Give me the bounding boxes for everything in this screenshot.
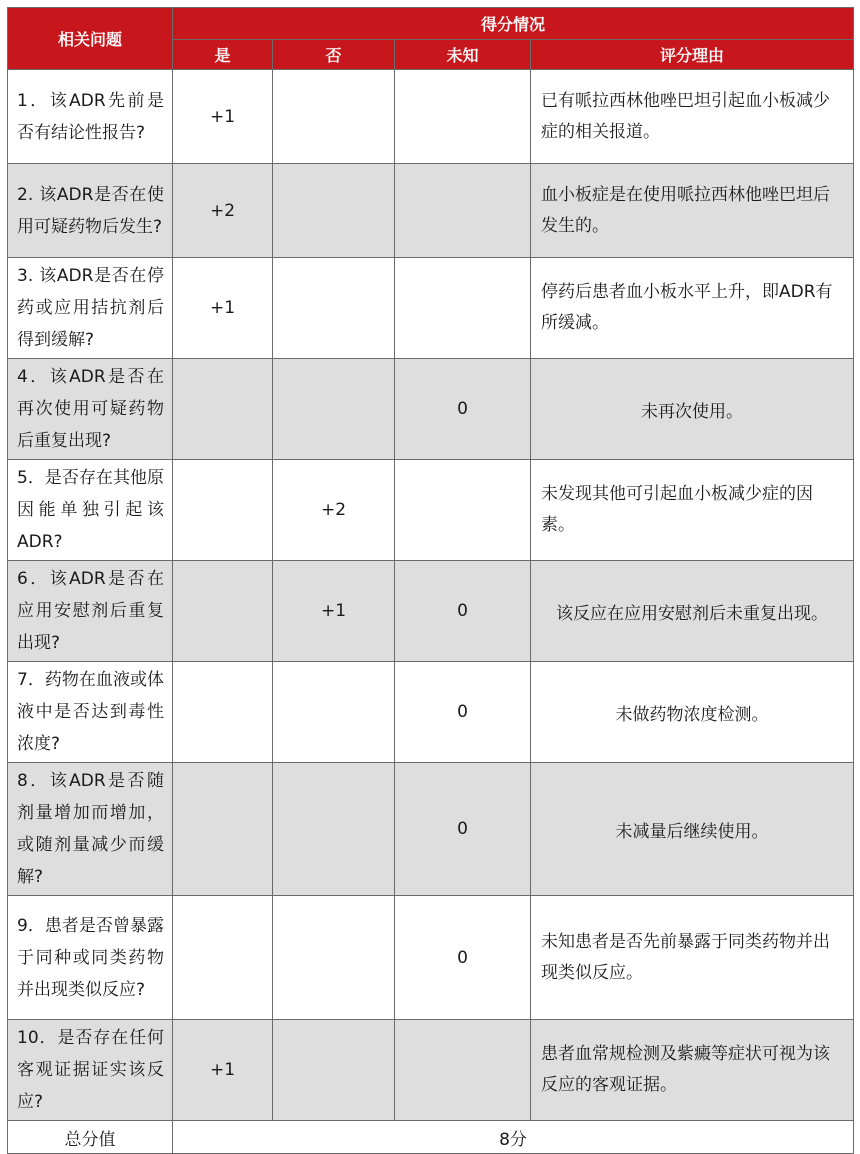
table-row <box>8 896 854 1020</box>
yes-cell <box>173 896 273 1020</box>
table-row <box>8 763 854 896</box>
yes-cell <box>173 662 273 763</box>
no-cell <box>273 662 395 763</box>
unknown-cell: 0 <box>395 561 531 662</box>
reason-cell: 未减量后继续使用。 <box>531 763 854 896</box>
header-unknown: 未知 <box>395 40 531 70</box>
reason-cell: 该反应在应用安慰剂后未重复出现。 <box>531 561 854 662</box>
no-cell <box>273 258 395 359</box>
table-row <box>8 460 854 561</box>
reason-cell: 停药后患者血小板水平上升，即ADR有所缓减。 <box>531 258 854 359</box>
unknown-cell <box>395 460 531 561</box>
yes-cell <box>173 359 273 460</box>
yes-cell: +1 <box>173 258 273 359</box>
question-cell: 5．是否存在其他原因能单独引起该ADR? <box>8 460 173 561</box>
adr-score-table <box>7 7 854 1154</box>
unknown-cell: 0 <box>395 359 531 460</box>
question-cell: 8．该ADR是否随剂量增加而增加，或随剂量减少而缓解? <box>8 763 173 896</box>
unknown-cell: 0 <box>395 763 531 896</box>
table-row <box>8 258 854 359</box>
unknown-cell: 0 <box>395 662 531 763</box>
total-label: 总分值 <box>8 1121 173 1154</box>
table-row <box>8 70 854 164</box>
question-cell: 7．药物在血液或体液中是否达到毒性浓度? <box>8 662 173 763</box>
reason-cell: 未知患者是否先前暴露于同类药物并出现类似反应。 <box>531 896 854 1020</box>
table-row <box>8 359 854 460</box>
question-cell: 10．是否存在任何客观证据证实该反应? <box>8 1020 173 1121</box>
question-cell: 4．该ADR是否在再次使用可疑药物后重复出现? <box>8 359 173 460</box>
header-yes: 是 <box>173 40 273 70</box>
no-cell <box>273 896 395 1020</box>
header-score-group: 得分情况 <box>173 8 854 40</box>
yes-cell <box>173 561 273 662</box>
yes-cell: +1 <box>173 70 273 164</box>
unknown-cell <box>395 70 531 164</box>
reason-cell: 患者血常规检测及紫癜等症状可视为该反应的客观证据。 <box>531 1020 854 1121</box>
table-row <box>8 164 854 258</box>
question-cell: 1．该ADR先前是否有结论性报告? <box>8 70 173 164</box>
reason-cell: 未做药物浓度检测。 <box>531 662 854 763</box>
reason-cell: 未发现其他可引起血小板减少症的因素。 <box>531 460 854 561</box>
total-row <box>8 1121 854 1154</box>
unknown-cell: 0 <box>395 896 531 1020</box>
no-cell: +2 <box>273 460 395 561</box>
no-cell <box>273 359 395 460</box>
yes-cell: +1 <box>173 1020 273 1121</box>
no-cell <box>273 763 395 896</box>
question-cell: 3. 该ADR是否在停药或应用拮抗剂后得到缓解? <box>8 258 173 359</box>
total-value: 8分 <box>173 1121 854 1154</box>
no-cell <box>273 1020 395 1121</box>
unknown-cell <box>395 164 531 258</box>
reason-cell: 未再次使用。 <box>531 359 854 460</box>
yes-cell: +2 <box>173 164 273 258</box>
header-reason: 评分理由 <box>531 40 854 70</box>
yes-cell <box>173 460 273 561</box>
question-cell: 2. 该ADR是否在使用可疑药物后发生? <box>8 164 173 258</box>
yes-cell <box>173 763 273 896</box>
reason-cell: 血小板症是在使用哌拉西林他唑巴坦后发生的。 <box>531 164 854 258</box>
no-cell <box>273 70 395 164</box>
table-row <box>8 662 854 763</box>
no-cell: +1 <box>273 561 395 662</box>
no-cell <box>273 164 395 258</box>
table-row <box>8 561 854 662</box>
unknown-cell <box>395 258 531 359</box>
question-cell: 9．患者是否曾暴露于同种或同类药物并出现类似反应? <box>8 896 173 1020</box>
header-question: 相关问题 <box>8 8 173 70</box>
table-row <box>8 1020 854 1121</box>
reason-cell: 已有哌拉西林他唑巴坦引起血小板减少症的相关报道。 <box>531 70 854 164</box>
question-cell: 6．该ADR是否在应用安慰剂后重复出现? <box>8 561 173 662</box>
header-no: 否 <box>273 40 395 70</box>
unknown-cell <box>395 1020 531 1121</box>
